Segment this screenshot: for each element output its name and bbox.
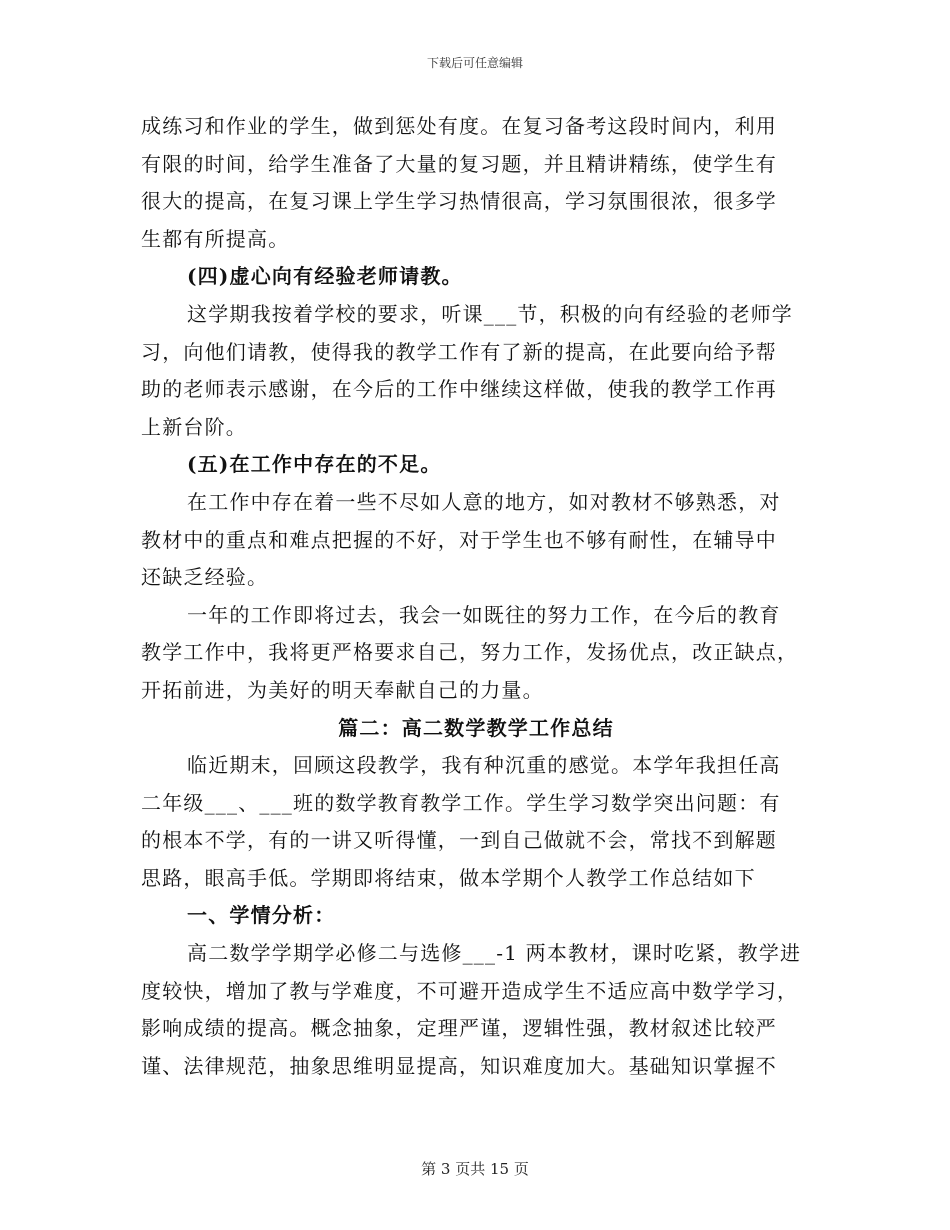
chapter-title: 篇二：高二数学教学工作总结 xyxy=(338,715,614,740)
text-line: 成练习和作业的学生，做到惩处有度。在复习备考这段时间内，利用 xyxy=(141,114,777,138)
text-line: 高二数学学期学必修二与选修___-1 两本教材，课时吃紧，教学进 xyxy=(187,941,802,966)
text-line: 思路，眼高手低。学期即将结束，做本学期个人教学工作总结如下 xyxy=(141,865,756,890)
text-line: 二年级___、___班的数学教育教学工作。学生学习数学突出问题：有 xyxy=(141,790,781,815)
text-line: 开拓前进，为美好的明天奉献自己的力量。 xyxy=(141,677,544,702)
text-line: 临近期末，回顾这段教学，我有种沉重的感觉。本学年我担任高 xyxy=(187,753,781,778)
text-line: 助的老师表示感谢，在今后的工作中继续这样做，使我的教学工作再 xyxy=(141,377,777,402)
text-line: 很大的提高，在复习课上学生学习热情很高，学习氛围很浓，很多学 xyxy=(141,189,777,214)
document-body xyxy=(141,108,811,1085)
text-line: 习，向他们请教，使得我的教学工作有了新的提高，在此要向给予帮 xyxy=(141,339,777,364)
text-line: 教材中的重点和难点把握的不好，对于学生也不够有耐性，在辅导中 xyxy=(141,527,777,552)
section-heading-4: (四)虚心向有经验老师请教。 xyxy=(187,264,463,289)
text-line: 还缺乏经验。 xyxy=(141,565,269,590)
text-line: 度较快，增加了教与学难度，不可避开造成学生不适应高中数学学习， xyxy=(141,978,799,1003)
text-line: 生都有所提高。 xyxy=(141,226,290,251)
text-line: 谨、法律规范，抽象思维明显提高，知识难度加大。基础知识掌握不 xyxy=(141,1053,777,1078)
text-line: 上新台阶。 xyxy=(141,414,247,439)
text-line: 在工作中存在着一些不尽如人意的地方，如对教材不够熟悉，对 xyxy=(187,489,781,514)
page-footer: 第 3 页共 15 页 xyxy=(421,1160,529,1178)
text-line: 一年的工作即将过去，我会一如既往的努力工作，在今后的教育 xyxy=(187,602,781,627)
text-line: 有限的时间，给学生准备了大量的复习题，并且精讲精练，使学生有 xyxy=(141,151,777,176)
text-line: 教学工作中，我将更严格要求自己，努力工作，发扬优点，改正缺点， xyxy=(141,640,799,665)
text-line: 这学期我按着学校的要求，听课___节，积极的向有经验的老师学 xyxy=(187,301,793,326)
text-line: 的根本不学，有的一讲又听得懂，一到自己做就不会，常找不到解题 xyxy=(141,828,777,853)
page-header: 下载后可任意编辑 xyxy=(426,56,523,70)
section-heading-5: (五)在工作中存在的不足。 xyxy=(187,452,442,477)
section-heading-1: 一、学情分析： xyxy=(187,903,336,928)
text-line: 影响成绩的提高。概念抽象，定理严谨，逻辑性强，教材叙述比较严 xyxy=(141,1016,777,1041)
